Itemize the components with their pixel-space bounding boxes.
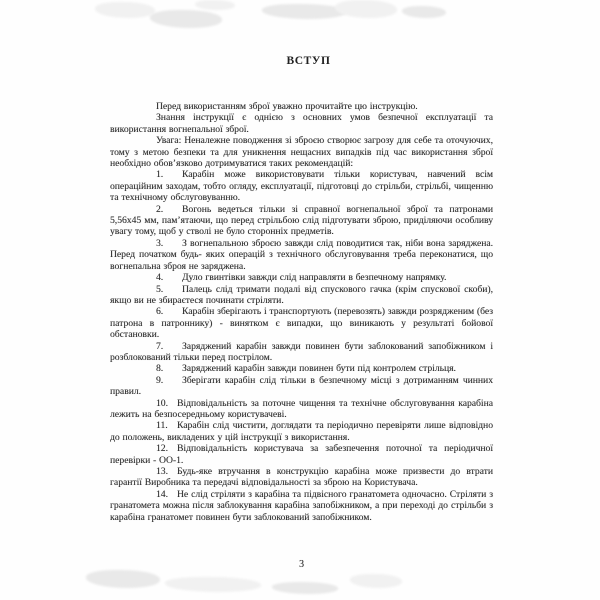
paragraph-text: Перед використанням зброї уважно прочитайте цю інструкцію.: [156, 101, 418, 112]
rule-number: 11.: [156, 420, 168, 432]
rule-number: 3.: [156, 237, 164, 249]
rule-text: Не слід стріляти з карабіна та підвісного гранатомета одночасно. Стріляти з гранатомета можна після заблокування карабіна запобіжником, а при переході до стрільби з карабіна гранатомет повинен бути заблокований запобіжником.: [110, 488, 493, 523]
rule-10: [110, 398, 493, 421]
rule-number: 14.: [156, 488, 168, 500]
scan-noise: [272, 582, 338, 594]
scan-noise: [86, 570, 160, 588]
rule-text: Відповідальність за поточне чищення та технічне обслуговування карабіна лежить на безпосередньому користувачеві.: [110, 397, 493, 420]
document-body: [110, 101, 493, 523]
rule-number: 7.: [156, 340, 164, 352]
rule-number: 8.: [156, 363, 164, 375]
rule-text: Будь-яке втручання в конструкцію карабіна може призвести до втрати гарантії Виробника та передачі відповідальності за зброю на Користувача.: [110, 466, 493, 489]
rule-text: Заряджений карабін завжди повинен бути заблокований запобіжником і розблокований тільки перед пострілом.: [110, 340, 493, 363]
rule-text: З вогнепальною зброєю завжди слід поводитися так, ніби вона заряджена. Перед початком будь- яких операцій з технічного обслуговування треба переконатися, що вогнепальна зброя не заряджена.: [110, 237, 493, 272]
page-title: ВСТУП: [286, 55, 331, 67]
rule-text: Вогонь ведеться тільки зі справної вогнепальної зброї та патронами 5,56х45 мм, пам’ятаючи, що перед стрільбою слід підготувати зброю, приділяючи особливу увагу тому, щоб у стволі не було сторонніх предметів.: [110, 203, 493, 238]
rule-text: Відповідальність користувача за забезпечення поточної та періодичної перевірки - ОО-1.: [110, 443, 493, 466]
rule-number: 5.: [156, 283, 164, 295]
rule-4: [110, 272, 493, 283]
paragraph-text: Увага: Неналежне поводження зі зброєю створює загрозу для себе та оточуючих, тому з метою безпеки та для уникнення нещасних випадків під час використання зброї необхідно обов’язково дотримуватися таких рекомендацій:: [110, 135, 493, 170]
rule-text: Заряджений карабін завжди повинен бути під контролем стрільця.: [182, 363, 456, 375]
scan-noise: [165, 577, 261, 592]
rule-2: [110, 204, 493, 238]
rule-13: [110, 466, 493, 489]
paragraph-text: Знання інструкції є однією з основних умов безпечної експлуатації та використання вогнепальної зброї.: [110, 112, 493, 135]
rule-number: 13.: [156, 466, 168, 477]
rule-text: Карабін зберігають і транспортують (перевозять) завжди розрядженим (без патрона в патроннику) - винятком є випадки, що виникають у результаті бойової обстановки.: [110, 306, 493, 341]
rule-11: [110, 420, 493, 443]
scan-noise: [150, 10, 222, 28]
rule-14: [110, 489, 493, 523]
scan-noise: [195, 0, 235, 10]
scan-noise: [95, 2, 155, 18]
rule-number: 6.: [156, 306, 164, 318]
rule-number: 4.: [156, 272, 164, 284]
scan-noise: [350, 574, 402, 588]
rule-8: [110, 363, 493, 374]
rule-number: 9.: [156, 374, 164, 386]
rule-7: [110, 341, 493, 364]
rule-number: 12.: [156, 443, 168, 455]
scan-noise: [335, 0, 397, 18]
page-number: 3: [299, 559, 304, 570]
paragraph-intro: [110, 101, 493, 112]
rule-number: 2.: [156, 203, 164, 215]
rule-text: Карабін може використовувати тільки користувач, навчений всім операційним заходам, тобто огляду, експлуатації, підготовці до стрільби, стрільбі, чищенню та технічному обслуговуванню.: [110, 169, 493, 204]
rule-text: Зберігати карабін слід тільки в безпечному місці з дотриманням чинних правил.: [110, 374, 493, 398]
rule-12: [110, 443, 493, 466]
rule-3: [110, 238, 493, 272]
paragraph-knowledge: [110, 112, 493, 135]
rule-number: 10.: [156, 397, 168, 409]
scan-noise: [262, 4, 346, 19]
rule-number: 1.: [156, 169, 164, 181]
rule-9: [110, 375, 493, 398]
scan-noise: [402, 6, 446, 18]
rule-6: [110, 306, 493, 340]
rule-text: Палець слід тримати подалі від спускового гачка (крім спускової скоби), якщо ви не збираєтеся починати стріляти.: [110, 283, 493, 306]
rule-text: Карабін слід чистити, доглядати та періодично перевіряти лише відповідно до положень, викладених у цій інструкції з використання.: [110, 420, 493, 443]
rule-5: [110, 284, 493, 307]
rule-text: Дуло гвинтівки завжди слід направляти в безпечному напрямку.: [182, 272, 447, 284]
paragraph-warning: [110, 135, 493, 169]
rule-1: [110, 169, 493, 203]
